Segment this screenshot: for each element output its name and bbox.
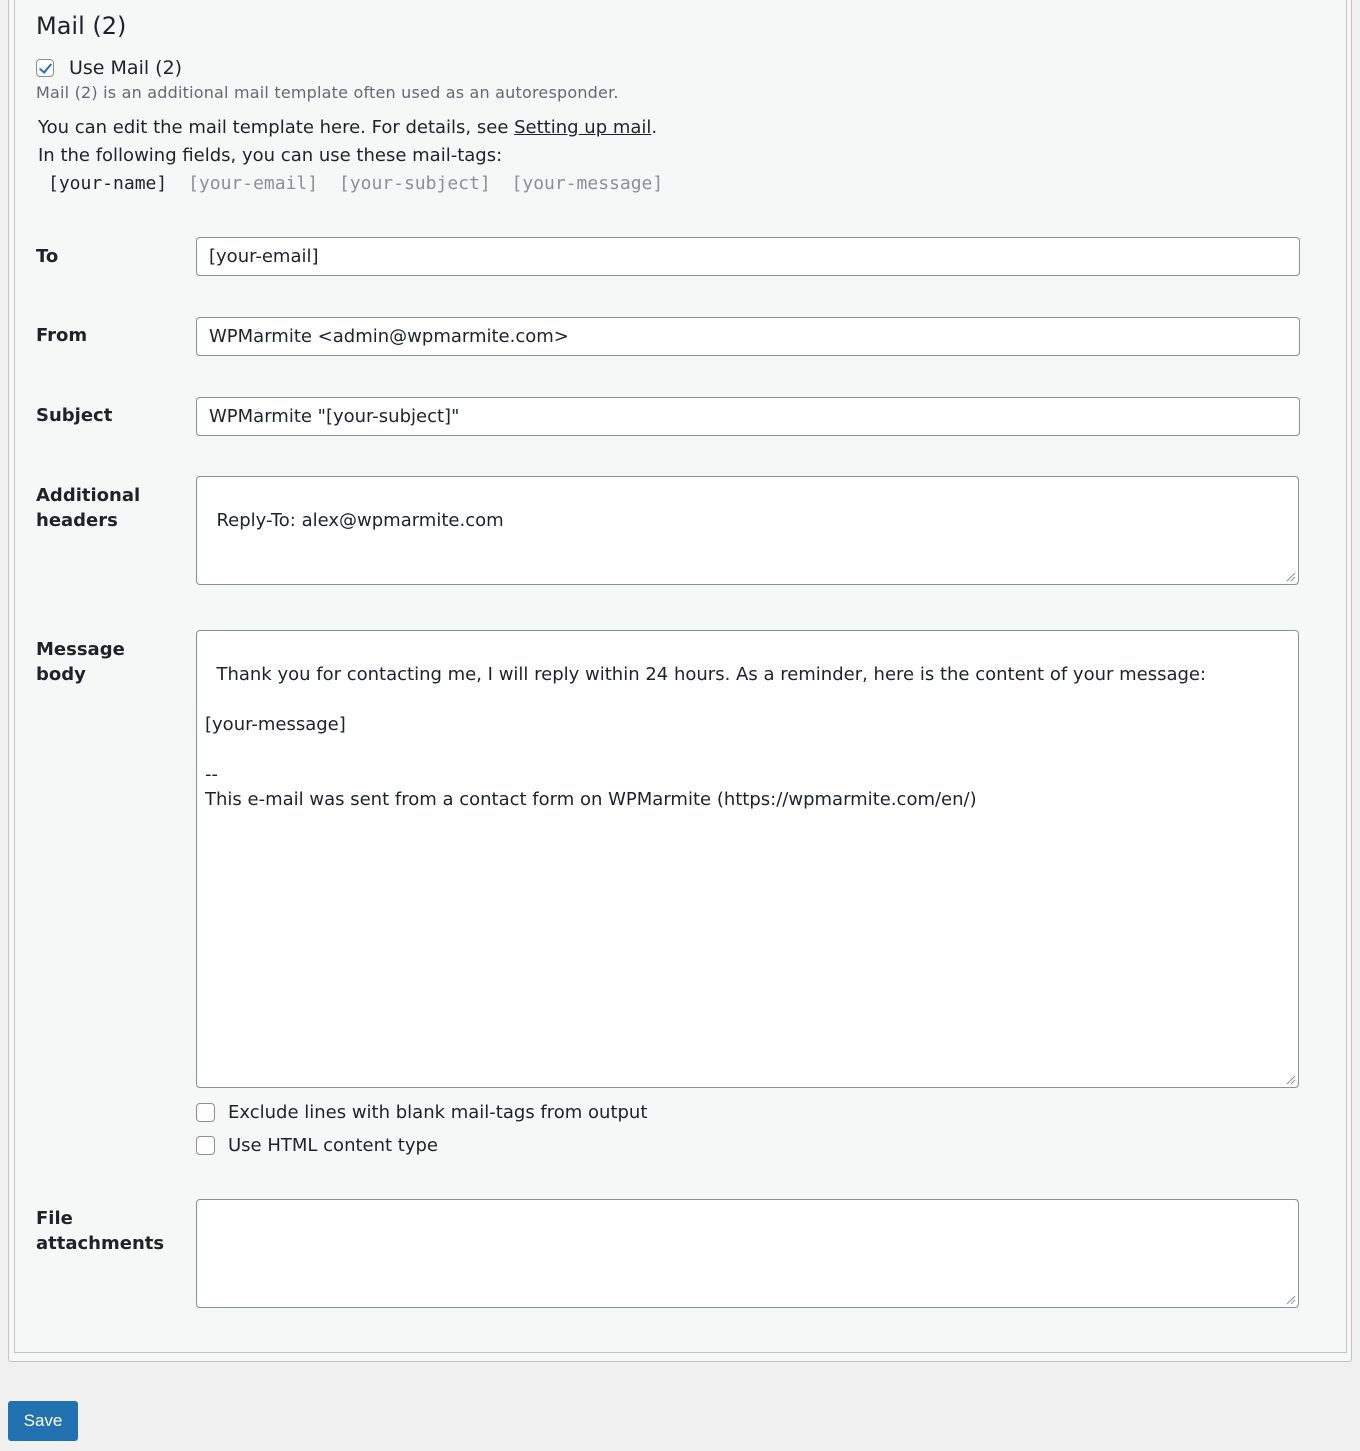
mail-2-description: Mail (2) is an additional mail template often used as an autoresponder.	[36, 83, 619, 102]
message-body-value: Thank you for contacting me, I will reply within 24 hours. As a reminder, here is the content of your message: [your-message] -- This e-mail was sent from a contact form on WPMarmite (https://wpmarmite.com/en/)	[205, 664, 1207, 810]
exclude-blank-row[interactable]	[196, 1100, 647, 1124]
mail-tag-your-message[interactable]: [your-message]	[511, 173, 664, 194]
use-mail-2-label[interactable]: Use Mail (2)	[69, 57, 183, 79]
additional-headers-label-line1: Additional	[36, 485, 141, 506]
use-mail-2-row[interactable]	[36, 56, 182, 80]
mail-tag-your-name[interactable]: [your-name]	[48, 173, 168, 194]
resize-handle-icon[interactable]	[1284, 1293, 1296, 1305]
mail-tags-intro: In the following fields, you can use these mail-tags:	[38, 145, 503, 166]
mail-tag-your-email[interactable]: [your-email]	[188, 173, 319, 194]
message-body-label-line2: body	[36, 664, 86, 685]
file-attachments-label-line2: attachments	[36, 1233, 165, 1254]
mail-tags-list	[48, 170, 673, 198]
file-attachments-label-line1: File	[36, 1208, 73, 1229]
subject-label: Subject	[36, 405, 113, 426]
message-body-label-line1: Message	[36, 639, 125, 660]
html-content-checkbox[interactable]	[196, 1136, 215, 1155]
file-attachments-textarea[interactable]	[196, 1199, 1299, 1308]
from-label: From	[36, 325, 88, 346]
to-input[interactable]: [your-email]	[196, 237, 1300, 276]
to-label: To	[36, 246, 59, 267]
mail-tag-your-subject[interactable]: [your-subject]	[338, 173, 491, 194]
from-input[interactable]: WPMarmite <admin@wpmarmite.com>	[196, 317, 1300, 356]
message-body-textarea[interactable]	[196, 630, 1299, 1088]
additional-headers-label	[36, 483, 140, 533]
intro-line	[38, 114, 657, 142]
setting-up-mail-link[interactable]: Setting up mail	[514, 117, 652, 138]
intro-suffix: .	[651, 117, 658, 138]
save-button[interactable]: Save	[8, 1401, 78, 1441]
exclude-blank-checkbox[interactable]	[196, 1103, 215, 1122]
html-content-label[interactable]: Use HTML content type	[228, 1134, 439, 1156]
resize-handle-icon[interactable]	[1284, 1073, 1296, 1085]
file-attachments-label	[36, 1206, 164, 1256]
intro-prefix: You can edit the mail template here. For details, see	[38, 117, 515, 138]
section-title: Mail (2)	[36, 12, 127, 40]
additional-headers-label-line2: headers	[36, 510, 118, 531]
additional-headers-value: Reply-To: alex@wpmarmite.com	[216, 510, 504, 531]
mail-template-intro	[38, 114, 657, 170]
message-body-label	[36, 637, 125, 687]
subject-input[interactable]: WPMarmite "[your-subject]"	[196, 397, 1300, 436]
html-content-row[interactable]	[196, 1133, 438, 1157]
resize-handle-icon[interactable]	[1284, 570, 1296, 582]
exclude-blank-label[interactable]: Exclude lines with blank mail-tags from output	[228, 1101, 648, 1123]
additional-headers-textarea[interactable]	[196, 476, 1299, 585]
use-mail-2-checkbox[interactable]	[36, 59, 54, 77]
